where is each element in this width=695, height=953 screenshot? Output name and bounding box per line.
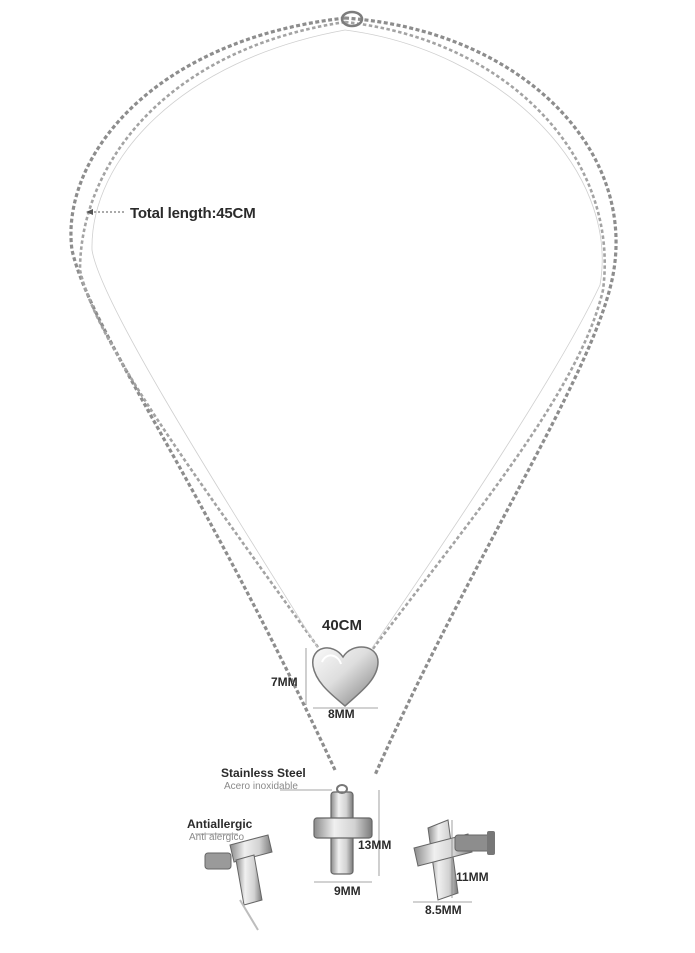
outer-chain-right bbox=[345, 18, 616, 775]
cross-width-label: 9MM bbox=[334, 884, 361, 898]
heart-height-label: 7MM bbox=[271, 675, 298, 689]
total-length-label: Total length:45CM bbox=[130, 205, 256, 222]
cross-height-label: 13MM bbox=[358, 838, 392, 852]
earring-width-label: 8.5MM bbox=[425, 903, 462, 917]
outer-chain bbox=[71, 18, 345, 770]
guide-line-outer bbox=[92, 30, 345, 648]
heart-width-label: 8MM bbox=[328, 707, 355, 721]
left-cross-earring bbox=[205, 835, 272, 930]
earring-height-label: 11MM bbox=[456, 870, 489, 884]
cross-pendant bbox=[314, 785, 372, 874]
allergy-title: Antiallergic bbox=[187, 817, 253, 831]
heart-pendant bbox=[313, 647, 378, 706]
outer-chain-strand bbox=[80, 22, 345, 650]
material-subtitle: Acero inoxidable bbox=[224, 781, 298, 792]
material-title: Stainless Steel bbox=[221, 766, 306, 780]
right-cross-earring bbox=[414, 820, 495, 900]
guide-line-outer-right bbox=[345, 30, 602, 648]
inner-chain-length-label: 40CM bbox=[322, 617, 363, 634]
allergy-subtitle: Anti alergico bbox=[189, 832, 245, 843]
